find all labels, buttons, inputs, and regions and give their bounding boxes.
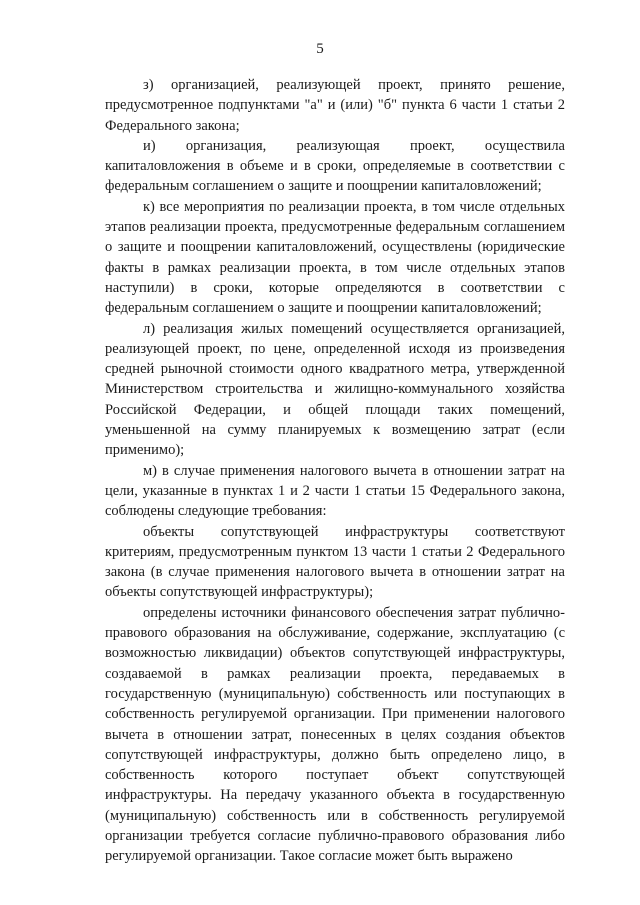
paragraph-l: л) реализация жилых помещений осуществляется организацией, реализующей проект, по цене, определенной исходя из произведения средней рыночной стоимости одного квадратного метра, утвержденной Министерством строительства и жилищно-коммунального хозяйства Российской Федерации, и общей площади таких помещений, уменьшенной на сумму планируемых к возмещению затрат (если применимо); (105, 320, 565, 459)
paragraph-i: и) организация, реализующая проект, осуществила капиталовложения в объеме и в сроки, определяемые в соответствии с федеральным соглашением о защите и поощрении капиталовложений; (105, 137, 565, 195)
document-body (105, 75, 565, 867)
paragraph-k: к) все мероприятия по реализации проекта, в том числе отдельных этапов реализации проекта, предусмотренные федеральным соглашением о защите и поощрении капиталовложений, осуществлены (юридические факты в рамках реализации проекта, в том числе отдельных этапов наступили) в сроки, которые определяются в соответствии с федеральным соглашением о защите и поощрении капиталовложений; (105, 198, 565, 317)
page-number: 5 (316, 41, 324, 57)
paragraph-m-requirement-1: объекты сопутствующей инфраструктуры соответствуют критериям, предусмотренным пунктом 13 части 1 статьи 2 Федерального закона (в случае применения налогового вычета в отношении затрат на объекты сопутствующей инфраструктуры); (105, 523, 565, 601)
paragraph-m-requirement-2: определены источники финансового обеспечения затрат публично-правового образования на обслуживание, содержание, эксплуатацию (с возможностью ликвидации) объектов сопутствующей инфраструктуры, создаваемой в рамках реализации проекта, передаваемых в государственную (муниципальную) собственность или поступающих в собственность регулируемой организации. При применении налогового вычета в отношении затрат, понесенных в целях создания объектов сопутствующей инфраструктуры, должно быть определено лицо, в собственность которого поступает объект сопутствующей инфраструктуры. На передачу указанного объекта в государственную (муниципальную) собственность или в собственность регулируемой организации требуется согласие публично-правового образования либо регулируемой организации. Такое согласие может быть выражено (105, 604, 565, 865)
paragraph-m: м) в случае применения налогового вычета в отношении затрат на цели, указанные в пунктах 1 и 2 части 1 статьи 15 Федерального закона, соблюдены следующие требования: (105, 462, 565, 520)
paragraph-z: з) организацией, реализующей проект, принято решение, предусмотренное подпунктами "а" и (или) "б" пункта 6 части 1 статьи 2 Федерального закона; (105, 77, 565, 134)
